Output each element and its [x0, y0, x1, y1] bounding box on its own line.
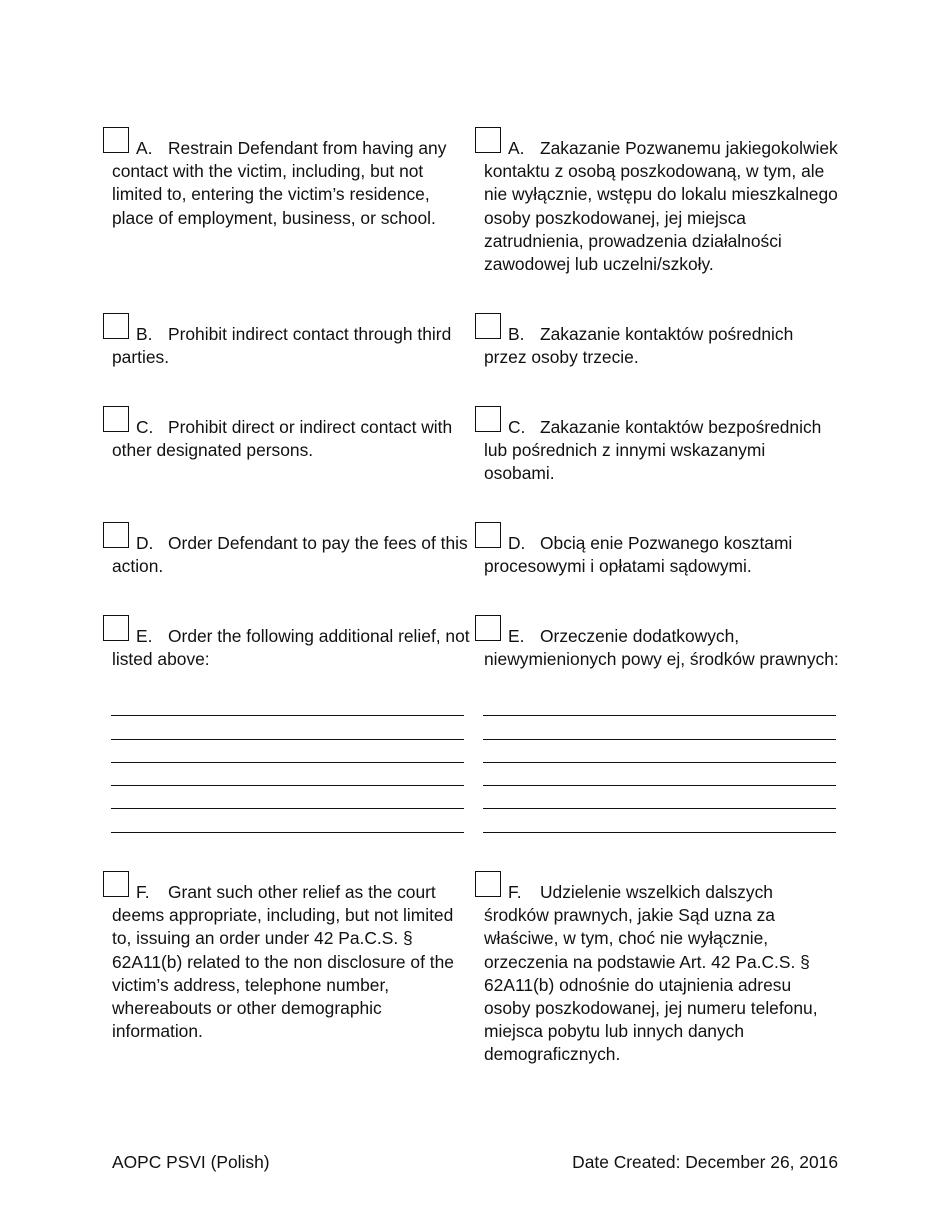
date-created: Date Created: December 26, 2016	[572, 1152, 838, 1172]
item-text: Prohibit direct or indirect contact with other designated persons.	[112, 417, 453, 461]
fill-in-line[interactable]	[483, 716, 836, 739]
item-d-english	[112, 532, 472, 578]
item-c-polish	[484, 416, 840, 486]
fill-in-line[interactable]	[111, 740, 464, 763]
item-text: Zakazanie kontaktów pośrednich przez osoby trzecie.	[484, 324, 794, 368]
item-d-english-checkbox[interactable]	[103, 522, 129, 548]
item-f-polish	[484, 881, 840, 1067]
item-letter: A.	[508, 138, 525, 158]
fill-in-line[interactable]	[483, 763, 836, 786]
item-letter: F.	[136, 882, 150, 902]
item-letter: E.	[136, 626, 153, 646]
fill-in-line[interactable]	[483, 693, 836, 716]
item-text: Orzeczenie dodatkowych, niewymienionych powy ej, środków prawnych:	[484, 626, 839, 670]
item-text: Zakazanie Pozwanemu jakiegokolwiek kontaktu z osobą poszkodowaną, w tym, ale nie wyłącznie, wstępu do lokalu mieszkalnego osoby poszkodowanej, jej miejsca zatrudnienia, prowadzenia działalności zawodowej lub uczelni/szkoły.	[484, 138, 838, 275]
item-text: Grant such other relief as the court deems appropriate, including, but not limited to, issuing an order under 42 Pa.C.S. § 62A11(b) related to the non disclosure of the victim’s address, telephone number, whereabouts or other demographic information.	[112, 882, 454, 1042]
item-letter: C.	[136, 417, 154, 437]
item-text: Prohibit indirect contact through third parties.	[112, 324, 452, 368]
fill-in-line[interactable]	[111, 716, 464, 739]
fill-in-line[interactable]	[111, 809, 464, 832]
item-e-english	[112, 625, 472, 671]
item-letter: D.	[508, 533, 526, 553]
item-b-polish-checkbox[interactable]	[475, 313, 501, 339]
item-letter: E.	[508, 626, 525, 646]
item-c-english-checkbox[interactable]	[103, 406, 129, 432]
item-e-english-checkbox[interactable]	[103, 615, 129, 641]
fill-in-line[interactable]	[111, 693, 464, 716]
item-c-english	[112, 416, 472, 462]
item-a-english-checkbox[interactable]	[103, 127, 129, 153]
additional-relief-lines-english[interactable]	[111, 693, 464, 833]
item-text: Order the following additional relief, not listed above:	[112, 626, 470, 670]
item-letter: F.	[508, 882, 522, 902]
item-letter: A.	[136, 138, 153, 158]
item-e-polish	[484, 625, 840, 671]
item-text: Udzielenie wszelkich dalszych środków prawnych, jakie Sąd uzna za właściwe, w tym, choć nie wyłącznie, orzeczenia na podstawie Art. 42 Pa.C.S. § 62A11(b) odnośnie do utajnienia adresu osoby poszkodowanej, jej numeru telefonu, miejsca pobytu lub innych danych demograficznych.	[484, 882, 818, 1065]
fill-in-line[interactable]	[483, 740, 836, 763]
form-id: AOPC PSVI (Polish)	[112, 1152, 270, 1172]
item-e-polish-checkbox[interactable]	[475, 615, 501, 641]
item-d-polish-checkbox[interactable]	[475, 522, 501, 548]
item-f-polish-checkbox[interactable]	[475, 871, 501, 897]
item-f-english-checkbox[interactable]	[103, 871, 129, 897]
item-letter: C.	[508, 417, 526, 437]
item-b-polish	[484, 323, 840, 369]
item-d-polish	[484, 532, 840, 578]
item-b-english	[112, 323, 472, 369]
item-f-english	[112, 881, 472, 1043]
item-a-english	[112, 137, 472, 230]
item-text: Zakazanie kontaktów bezpośrednich lub pośrednich z innymi wskazanymi osobami.	[484, 417, 822, 484]
item-a-polish-checkbox[interactable]	[475, 127, 501, 153]
item-letter: B.	[508, 324, 525, 344]
item-b-english-checkbox[interactable]	[103, 313, 129, 339]
item-text: Restrain Defendant from having any contact with the victim, including, but not limited to, entering the victim’s residence, place of employment, business, or school.	[112, 138, 447, 228]
fill-in-line[interactable]	[483, 809, 836, 832]
item-letter: D.	[136, 533, 154, 553]
item-letter: B.	[136, 324, 153, 344]
item-text: Obcią enie Pozwanego kosztami procesowymi i opłatami sądowymi.	[484, 533, 793, 577]
fill-in-line[interactable]	[483, 786, 836, 809]
fill-in-line[interactable]	[111, 786, 464, 809]
item-text: Order Defendant to pay the fees of this action.	[112, 533, 468, 577]
item-c-polish-checkbox[interactable]	[475, 406, 501, 432]
item-a-polish	[484, 137, 840, 276]
fill-in-line[interactable]	[111, 763, 464, 786]
additional-relief-lines-polish[interactable]	[483, 693, 836, 833]
